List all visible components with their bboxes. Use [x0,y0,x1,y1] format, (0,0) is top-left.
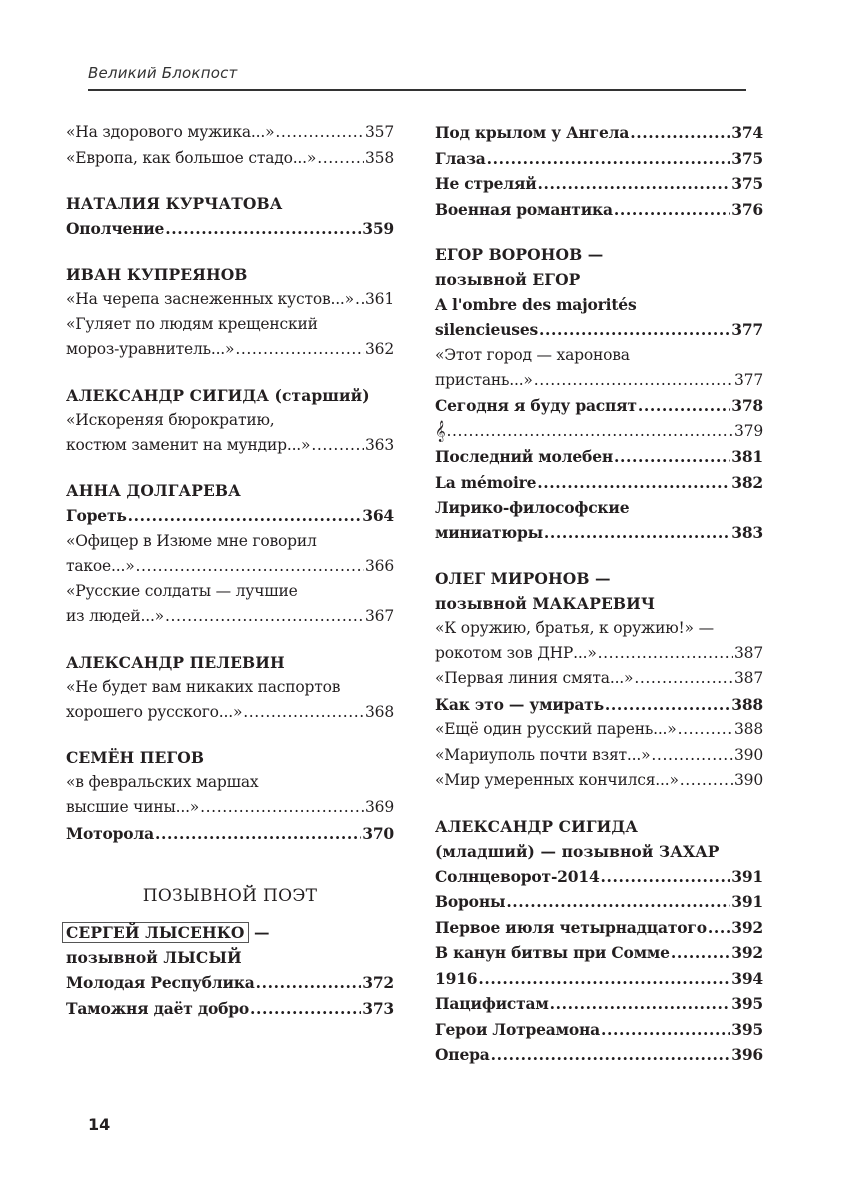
toc-entry[interactable]: мороз-уравнитель...» ..... 362 [66,337,394,363]
page-ref: 391 [731,866,763,886]
leader-dots [165,216,361,242]
running-header [88,64,746,82]
leader-dots [355,287,364,313]
author-heading: ОЛЕГ МИРОНОВ — [435,568,611,588]
page-ref: 394 [731,968,763,988]
page-ref: 383 [731,523,763,542]
toc-entry-line1: Лирико-философские [435,498,630,517]
toc-entry[interactable]: Таможня даёт добро ..... 373 [66,996,394,1022]
leader-dots [487,146,731,172]
page-ref: 372 [362,973,394,992]
toc-entry[interactable]: Военная романтика ..... 376 [435,197,763,223]
toc-entry[interactable]: «На черепа заснеженных кустов...» ..... 361 [66,287,394,313]
leader-dots [491,1042,731,1068]
author-callsign: позывной ЛЫСЫЙ [66,948,242,967]
page-ref: 390 [734,771,763,789]
toc-entry[interactable]: «Европа, как большое стадо...» ..... 358 [66,146,394,172]
leader-dots [243,700,364,726]
toc-left-column [66,120,394,1021]
toc-entry[interactable]: Молодая Республика ..... 372 [66,970,394,996]
toc-entry-line1: «Искореняя бюрократию, [66,410,275,429]
toc-entry[interactable] [435,419,763,445]
toc-entry[interactable]: такое...» ..... 366 [66,554,394,580]
toc-entry[interactable]: Не стреляй ..... 375 [435,171,763,197]
toc-entry[interactable]: La mémoire ..... 382 [435,470,763,496]
author-callsign: позывной МАКАРЕВИЧ [435,593,656,613]
leader-dots [598,641,733,667]
page-ref: 392 [731,917,763,937]
page-ref: 382 [731,472,763,492]
page-ref: 370 [362,823,394,843]
page-ref: 359 [362,219,394,238]
page-ref: 375 [731,148,763,168]
toc-entry[interactable]: «На здорового мужика...» ..... 357 [66,120,394,146]
leader-dots [544,520,730,546]
leader-dots [200,795,364,821]
page-ref: 363 [365,435,394,454]
toc-entry[interactable]: из людей...» ..... 367 [66,604,394,630]
toc-entry[interactable]: Вороны ..... 391 [435,889,763,915]
leader-dots [680,768,733,794]
toc-entry-line1: «Не будет вам никаких паспортов [66,677,341,696]
page-ref: 379 [734,421,763,440]
toc-entry[interactable]: Под крылом у Ангела ..... 374 [435,120,763,146]
page-ref: 388 [731,694,763,714]
leader-dots [235,337,364,363]
toc-entry[interactable]: Сегодня я буду распят ..... 378 [435,393,763,419]
author-heading: ЕГОР ВОРОНОВ — [435,245,604,264]
leader-dots [538,171,731,197]
header-rule [88,89,746,91]
page-ref: 387 [734,669,763,687]
page-ref: 361 [365,289,394,308]
page-ref: 375 [731,174,763,193]
leader-dots [446,419,733,445]
page-ref: 392 [731,943,763,962]
leader-dots [638,393,730,419]
leader-dots [708,915,730,941]
toc-entry[interactable]: миниатюры ..... 383 [435,520,763,546]
author-callsign: позывной ЕГОР [435,270,581,289]
author-heading: ИВАН КУПРЕЯНОВ [66,264,248,284]
page-ref: 358 [365,148,394,167]
toc-entry-line1: «в февральских маршах [66,773,259,791]
author-heading: СЕРГЕЙ ЛЫСЕНКО — [66,920,394,945]
toc-entry[interactable]: Пацифистам ..... 395 [435,991,763,1017]
treble-clef-icon: 𝄞 [435,420,446,442]
author-callsign: (младший) — позывной ЗАХАР [435,841,720,861]
toc-entry[interactable]: рокотом зов ДНР...» ..... 387 [435,641,763,667]
toc-entry[interactable]: «Первая линия смята...» ..... 387 [435,666,763,692]
page-ref: 369 [365,798,394,816]
leader-dots [537,470,730,496]
leader-dots [614,197,730,223]
toc-right-column [435,120,763,1068]
author-heading: СЕМЁН ПЕГОВ [66,748,205,767]
toc-entry[interactable]: Как это — умирать ..... 388 [435,692,763,718]
page-ref: 364 [362,506,394,525]
section-title: ПОЗЫВНОЙ ПОЭТ [142,886,318,906]
page-ref: 374 [731,123,763,142]
page-ref: 362 [365,340,394,358]
toc-entry[interactable]: высшие чины...» ..... 369 [66,795,394,821]
book-title: Великий Блокпост [88,64,238,82]
author-heading: АЛЕКСАНДР СИГИДА (старший) [66,385,370,405]
toc-entry[interactable]: хорошего русского...» ..... 368 [66,700,394,726]
leader-dots [605,692,730,718]
toc-entry-line1: «Русские солдаты — лучшие [66,582,298,600]
toc-entry[interactable]: костюм заменит на мундир...» ..... 363 [66,433,394,459]
page-ref: 376 [731,199,763,219]
toc-entry[interactable]: Солнцеворот-2014 ..... 391 [435,864,763,890]
toc-entry[interactable]: «Ещё один русский парень...» ..... 388 [435,717,763,743]
page-ref: 366 [365,556,394,575]
toc-entry[interactable]: Моторола ..... 370 [66,821,394,847]
leader-dots [539,317,730,343]
highlighted-author-name[interactable]: СЕРГЕЙ ЛЫСЕНКО [62,922,249,943]
toc-entry[interactable]: 1916 ..... 394 [435,966,763,992]
page-ref: 396 [731,1045,763,1064]
author-heading: АННА ДОЛГАРЕВА [66,481,241,500]
leader-dots [135,554,364,580]
leader-dots [311,433,364,459]
toc-entry[interactable]: «Мир умеренных кончился...» ..... 390 [435,768,763,794]
leader-dots [678,717,733,743]
page-number: 14 [88,1115,111,1134]
toc-entry-line1: «К оружию, братья, к оружию!» — [435,618,714,637]
author-heading: НАТАЛИЯ КУРЧАТОВА [66,194,283,213]
leader-dots [671,940,730,966]
leader-dots [478,966,730,992]
page-ref: 391 [731,892,763,911]
leader-dots [651,743,733,769]
leader-dots [601,1017,730,1043]
leader-dots [630,120,730,146]
leader-dots [534,368,733,394]
toc-entry[interactable]: Ополчение ..... 359 [66,216,394,242]
toc-entry[interactable]: пристань...» ..... 377 [435,368,763,394]
page-ref: 377 [731,320,763,339]
page-ref: 377 [734,370,763,389]
leader-dots [614,444,730,470]
author-heading: АЛЕКСАНДР СИГИДА [435,816,639,836]
toc-entry[interactable]: «Мариуполь почти взят...» ..... 390 [435,743,763,769]
page-ref: 357 [365,123,394,141]
toc-entry-line1: A l'ombre des majorités [435,295,637,314]
leader-dots [601,864,731,890]
leader-dots [275,120,364,146]
page-ref: 395 [731,994,763,1013]
page-ref: 367 [365,607,394,625]
page-ref: 388 [734,720,763,738]
toc-entry[interactable]: Глаза ..... 375 [435,146,763,172]
leader-dots [634,666,733,692]
toc-entry-line1: «Гуляет по людям крещенский [66,315,318,333]
toc-entry[interactable]: Последний молебен ..... 381 [435,444,763,470]
leader-dots [550,991,731,1017]
toc-entry[interactable]: Первое июля четырнадцатого ..... 392 [435,915,763,941]
leader-dots [250,996,361,1022]
page-ref: 373 [362,998,394,1018]
toc-entry[interactable]: В канун битвы при Сомме ..... 392 [435,940,763,966]
toc-entry[interactable]: Опера ..... 396 [435,1042,763,1068]
leader-dots [155,821,361,847]
leader-dots [256,970,362,996]
leader-dots [128,503,362,529]
page-ref: 395 [731,1019,763,1039]
leader-dots [165,604,364,630]
leader-dots [317,146,364,172]
page-ref: 368 [365,702,394,721]
author-heading: АЛЕКСАНДР ПЕЛЕВИН [66,652,285,672]
toc-entry[interactable]: silencieuses ..... 377 [435,317,763,343]
toc-entry-line1: «Этот город — харонова [435,345,630,364]
toc-entry-line1: «Офицер в Изюме мне говорил [66,531,317,550]
leader-dots [506,889,730,915]
page-ref: 381 [731,447,763,466]
toc-entry[interactable]: Гореть ..... 364 [66,503,394,529]
toc-entry[interactable]: Герои Лотреамона ..... 395 [435,1017,763,1043]
page-ref: 390 [734,745,763,764]
page-ref: 387 [734,643,763,662]
page-ref: 378 [731,396,763,415]
